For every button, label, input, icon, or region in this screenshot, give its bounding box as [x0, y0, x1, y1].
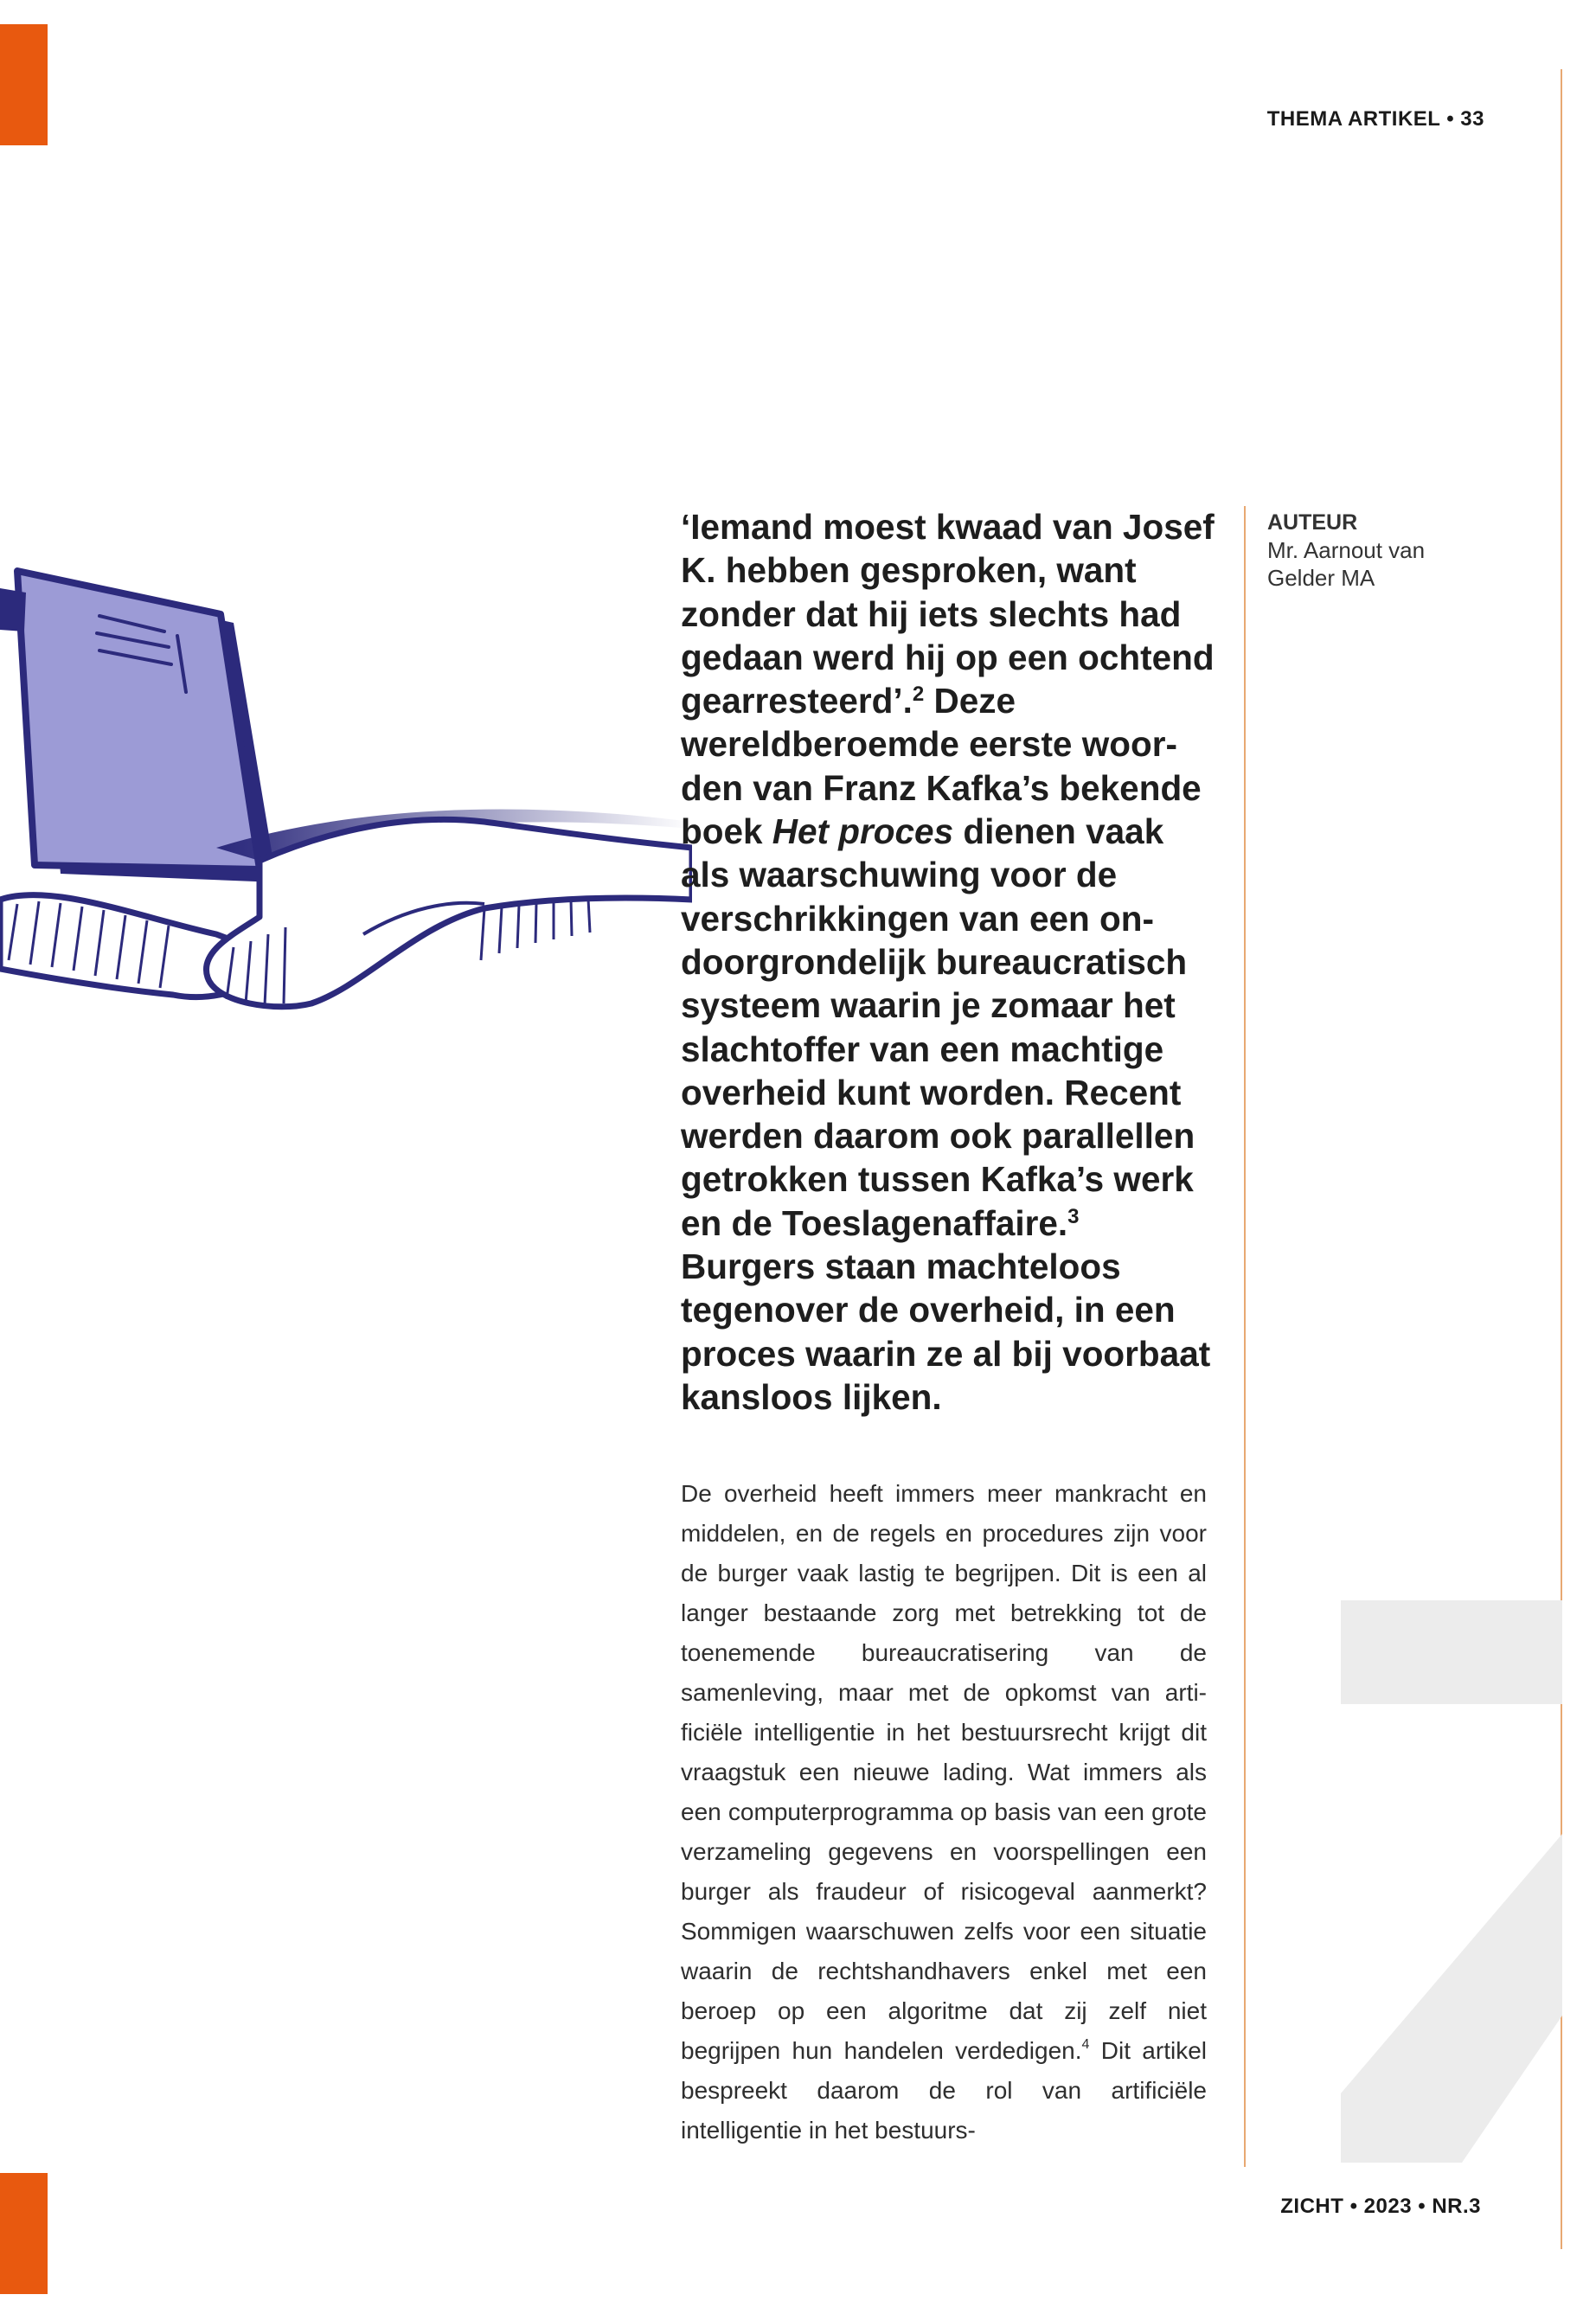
author-block — [1267, 509, 1466, 592]
hands-holding-document-illustration — [0, 554, 692, 1125]
orange-edge-marker-top — [0, 24, 48, 145]
document-tab — [0, 588, 26, 631]
column-divider-rule — [1244, 506, 1246, 2167]
body-text-2: Dit artikel bespreekt daarom de rol van artificiële intelligentie in het bestuurs- — [681, 2037, 1207, 2144]
lead-text-4: Burgers staan machteloos tegenover de overheid, in een proces waarin ze al bij voorbaat kansloos lijken. — [681, 1247, 1211, 1417]
document-sheet — [17, 571, 260, 869]
orange-edge-marker-bottom — [0, 2173, 48, 2294]
footnote-ref-2[interactable]: 2 — [912, 683, 925, 707]
page-number: 33 — [1460, 107, 1484, 131]
watermark-z-shape — [1341, 1600, 1562, 2163]
author-label: AUTEUR — [1267, 510, 1358, 535]
lead-text-1: ‘Iemand moest kwaad van Josef K. hebben gesproken, want zonder dat hij iets slechts had gedaan werd hij op een ochtend gearresteerd’. — [681, 507, 1215, 721]
issue-number: NR.3 — [1432, 2195, 1481, 2218]
lead-text-2: Deze wereldberoemde eerste woorden van Franz Kafka’s bekende boek — [681, 681, 1202, 852]
watermark-z-top-bar — [1341, 1600, 1562, 1704]
body-text-1: De overheid heeft immers meer mankracht en middelen, en de regels en procedures zijn voor de burger vaak lastig te begrijpen. Dit is een al langer bestaande zorg met betrekking tot de toenemende bureaucratisering van de samenleving, maar met de opkomst van artificiële intelligentie in het bestuursrecht krijgt dit vraagstuk een nieuwe lading. Wat immers als een computerprogramma op basis van een grote verzameling gegevens en voorspellingen een burger als fraudeur of risicogeval aanmerkt? Sommigen waarschuwen zelfs voor een situatie waarin de rechtshandhavers enkel met een beroep op een algoritme dat zij zelf niet begrijpen hun handelen verdedigen. — [681, 1480, 1207, 2064]
book-title: Het proces — [772, 811, 954, 852]
author-name: Mr. Aarnout van Gelder MA — [1267, 537, 1426, 591]
footnote-ref-3[interactable]: 3 — [1067, 1204, 1080, 1228]
watermark-z-diagonal — [1341, 1834, 1562, 2163]
running-header — [1267, 107, 1484, 131]
issue-year: 2023 — [1363, 2195, 1413, 2218]
lead-text-3: dienen vaak als waarschuwing voor de verschrikkingen van een ondoorgrondelijk bureaucratisch systeem waarin je zomaar het slachtoffer van een machtige overheid kunt worden. Recent werden daarom ook parallellen getrokken tussen Kafka’s werk en de Toeslagenaffaire. — [681, 811, 1195, 1243]
footnote-ref-4[interactable]: 4 — [1081, 2037, 1090, 2052]
lead-paragraph — [681, 505, 1217, 1419]
magazine-name: ZICHT — [1280, 2195, 1344, 2218]
footer-separator-2: • — [1418, 2195, 1426, 2218]
running-footer — [1280, 2195, 1481, 2219]
header-separator: • — [1446, 107, 1455, 131]
section-label: THEMA ARTIKEL — [1266, 107, 1441, 131]
body-paragraph — [681, 1474, 1207, 2150]
footer-separator-1: • — [1349, 2195, 1358, 2218]
